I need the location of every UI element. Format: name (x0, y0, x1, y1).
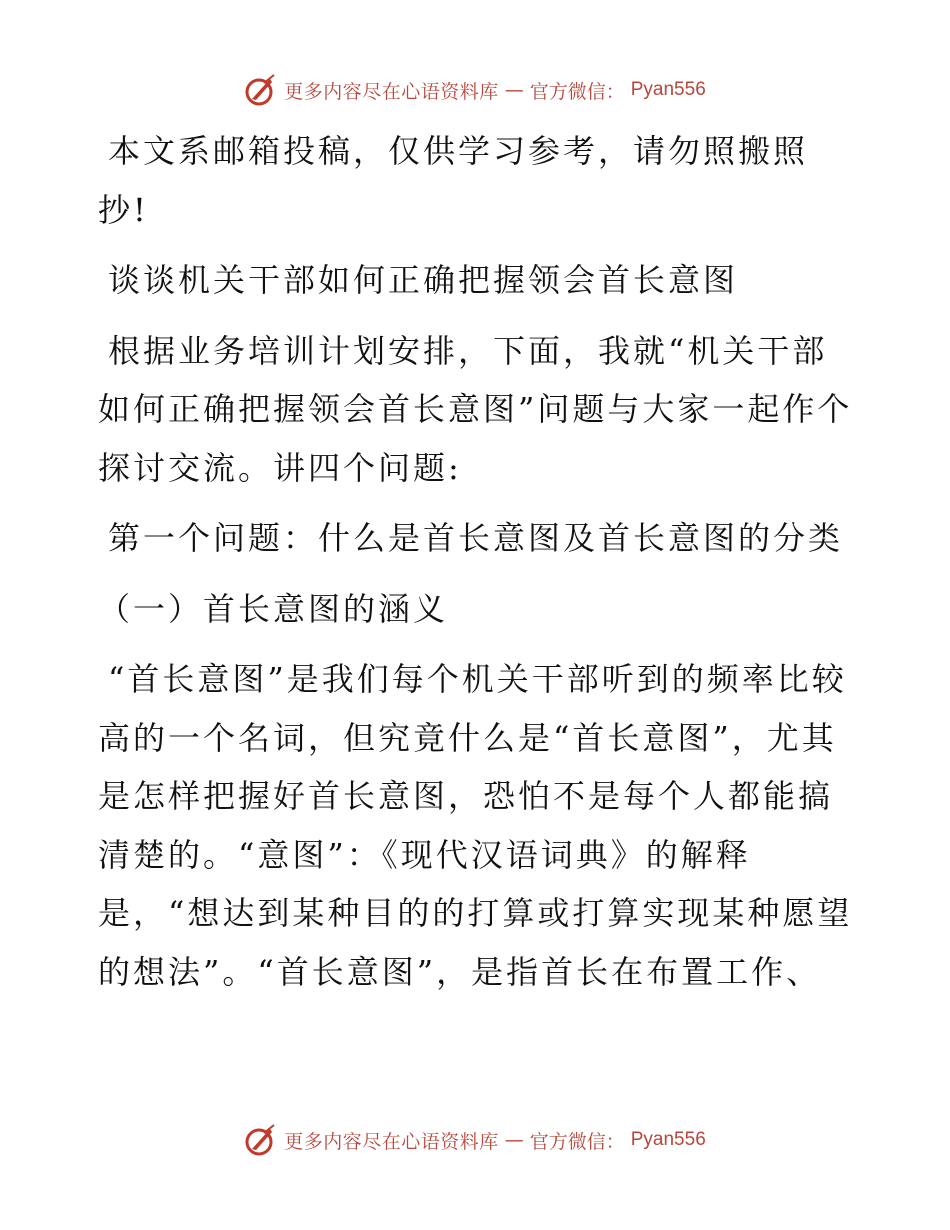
watermark-wechat-id: Pyan556 (630, 1129, 706, 1150)
watermark-wechat-id: Pyan556 (630, 79, 706, 100)
header-watermark (0, 70, 950, 110)
watermark-dash: — (504, 79, 524, 101)
intro-paragraph: 根据业务培训计划安排，下面，我就“机关干部如何正确把握领会首长意图”问题与大家一起作个探讨交流。讲四个问题: (98, 331, 853, 487)
watermark-wechat-label: 官方微信： (529, 1130, 625, 1153)
quill-logo-icon (244, 73, 278, 107)
quill-logo-icon (244, 1123, 278, 1157)
section-heading: 第一个问题：什么是首长意图及首长意图的分类 (108, 519, 844, 557)
subsection-heading: （一）首长意图的涵义 (98, 589, 449, 628)
body-paragraph: “首长意图”是我们每个机关干部听到的频率比较高的一个名词，但究竟什么是“首长意图”，尤其是怎样把握好首长意图，恐怕不是每个人都能搞清楚的。“意图”：《现代汉语词典》的解释是，“想达到某种目的的打算或打算实现某种愿望的想法”。“首长意图”，是指首长在布置工作、 (98, 660, 853, 991)
watermark-site-text: 更多内容尽在心语资料库 (284, 80, 499, 103)
footer-watermark (0, 1120, 950, 1160)
watermark-wechat-label: 官方微信： (529, 80, 625, 103)
document-body (98, 122, 858, 1013)
watermark-site-text: 更多内容尽在心语资料库 (284, 1130, 499, 1153)
watermark-dash: — (504, 1129, 524, 1151)
notice-paragraph: 本文系邮箱投稿，仅供学习参考，请勿照搬照抄! (98, 132, 809, 229)
document-title: 谈谈机关干部如何正确把握领会首长意图 (108, 261, 739, 299)
